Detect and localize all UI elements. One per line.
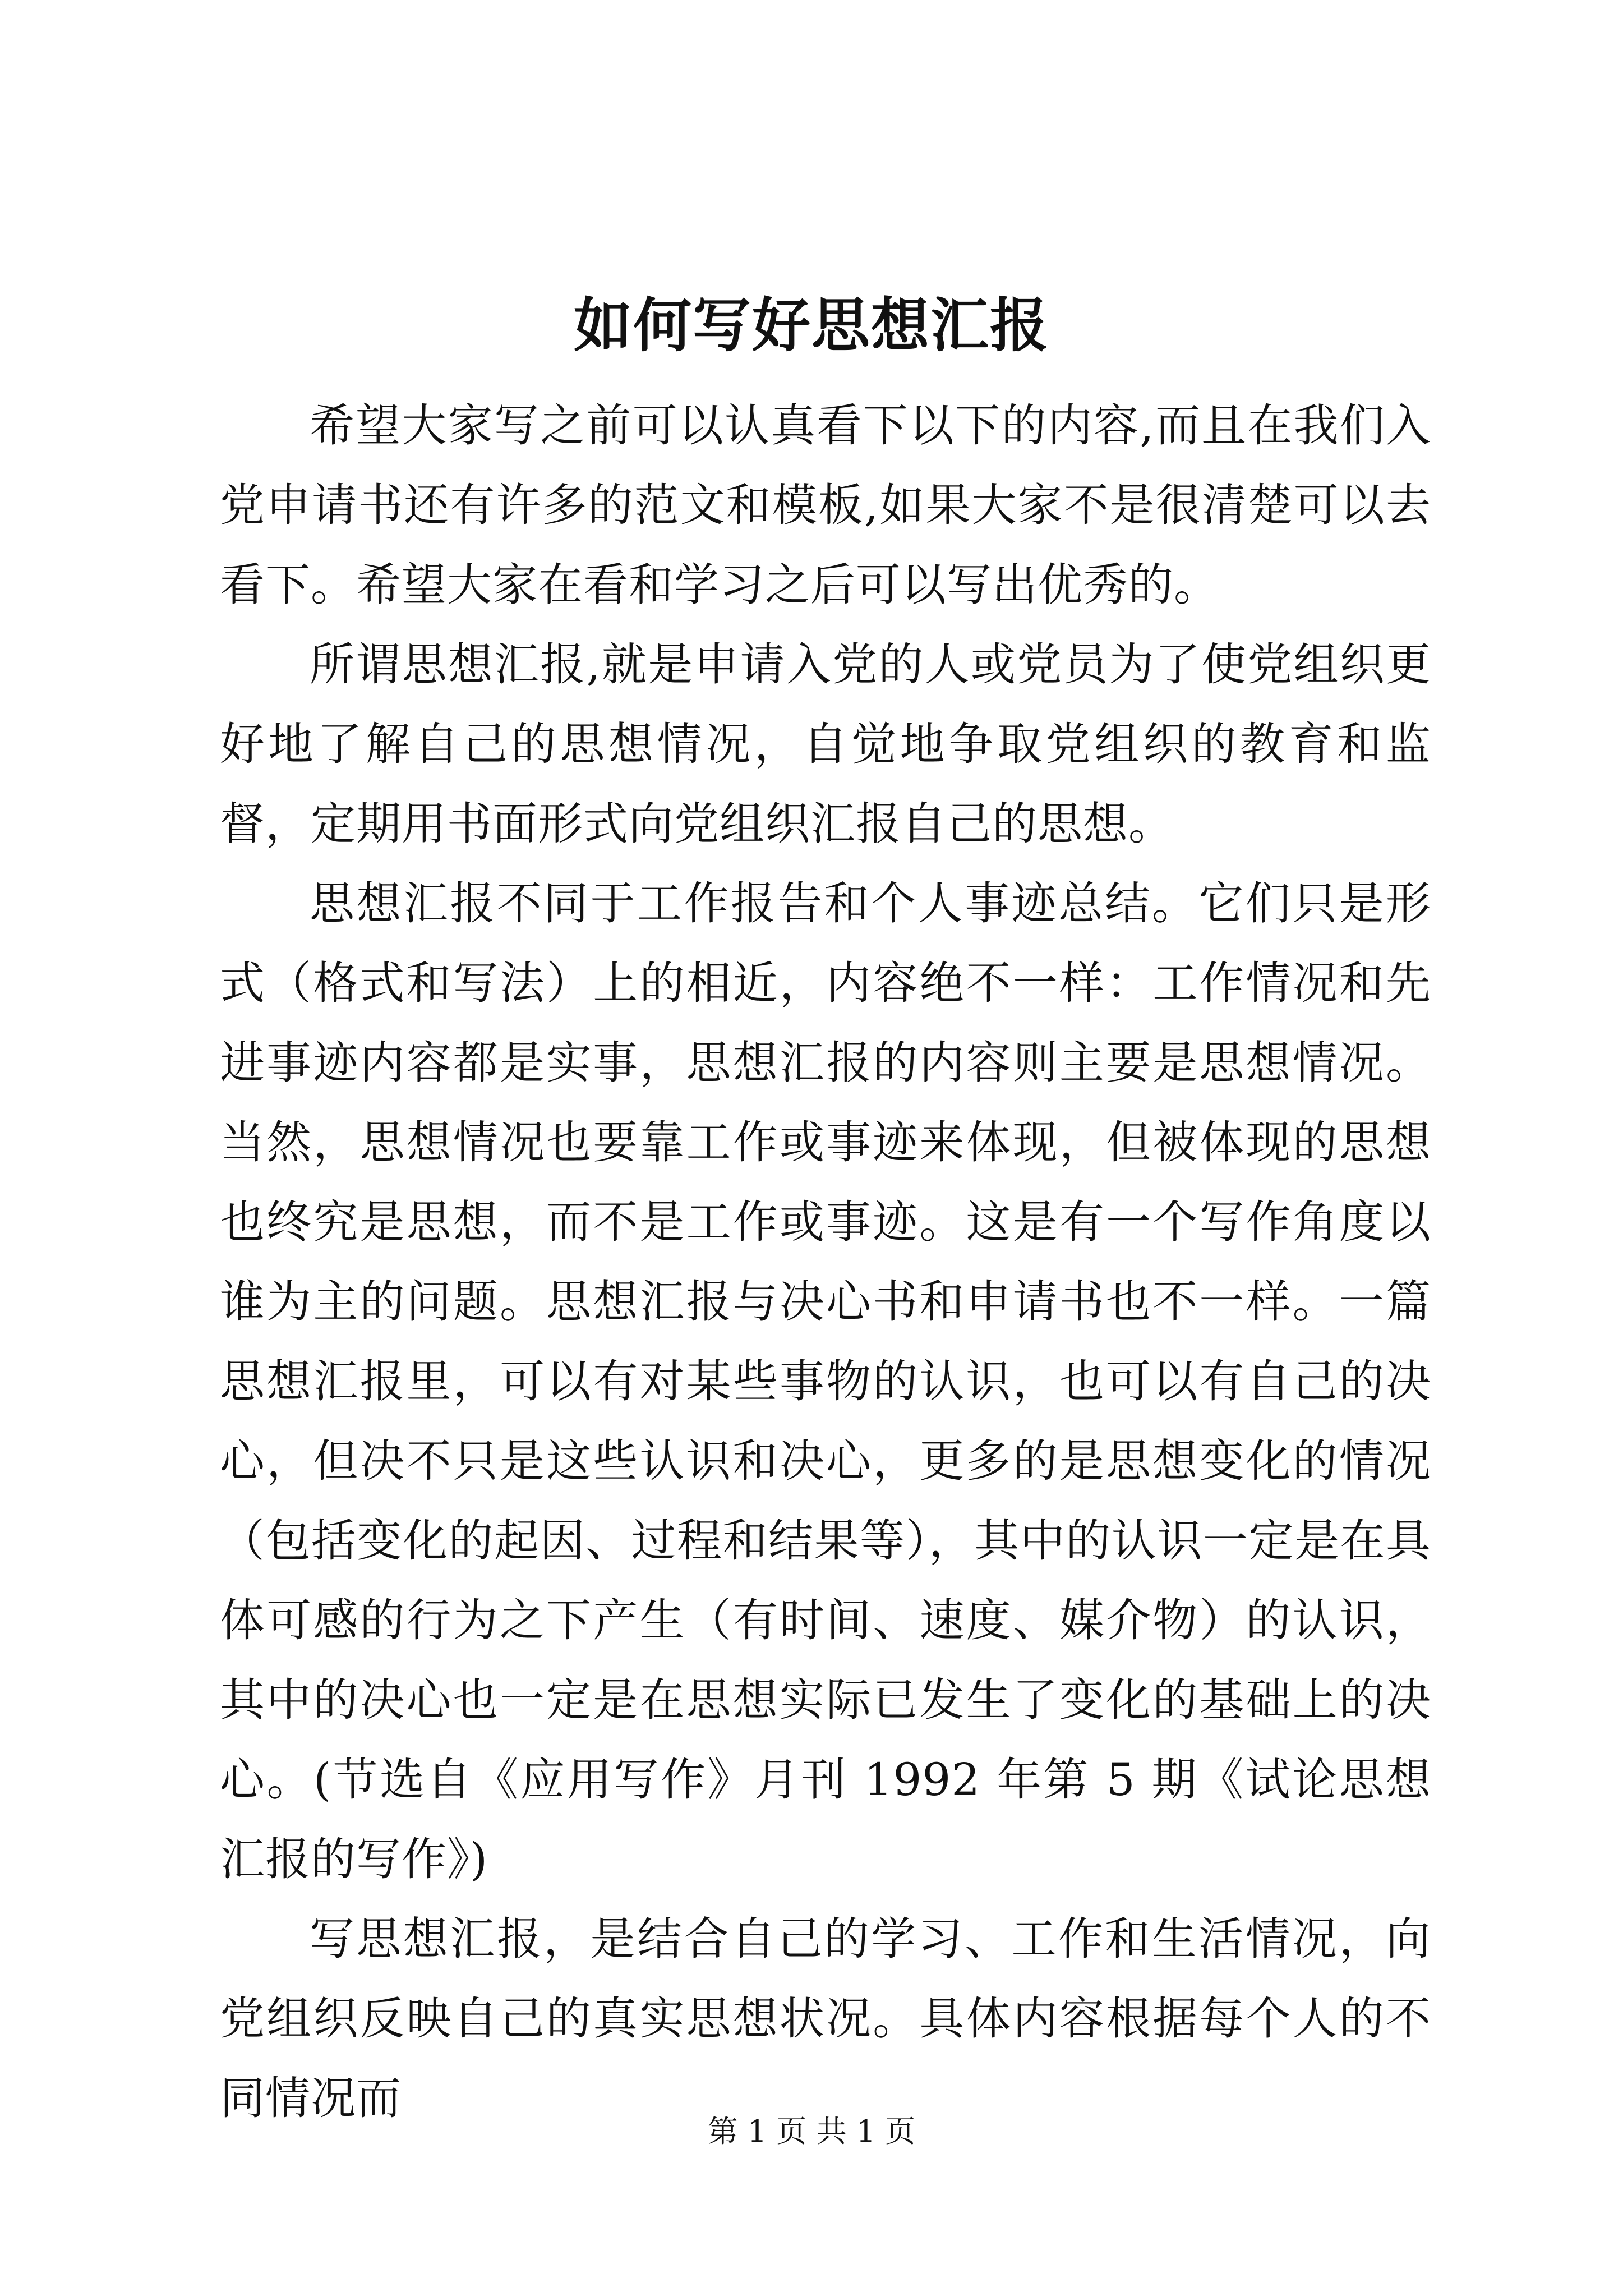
paragraph-2: 所谓思想汇报,就是申请入党的人或党员为了使党组织更好地了解自己的思想情况，自觉地争取党组织的教育和监督，定期用书面形式向党组织汇报自己的思想。 (220, 638, 1431, 850)
paragraph-1: 希望大家写之前可以认真看下以下的内容,而且在我们入党申请书还有许多的范文和模板,如果大家不是很清楚可以去看下。希望大家在看和学习之后可以写出优秀的。 (220, 399, 1431, 611)
document-body (220, 386, 1431, 2138)
paragraph-4: 写思想汇报，是结合自己的学习、工作和生活情况，向党组织反映自己的真实思想状况。具体内容根据每个人的不同情况而 (220, 1913, 1431, 2124)
document-title: 如何写好思想汇报 (573, 291, 1049, 360)
page-footer: 第 1 页 共 1 页 (707, 2114, 916, 2149)
paragraph-3: 思想汇报不同于工作报告和个人事迹总结。它们只是形式（格式和写法）上的相近，内容绝不一样：工作情况和先进事迹内容都是实事，思想汇报的内容则主要是思想情况。当然，思想情况也要靠工作或事迹来体现，但被体现的思想也终究是思想，而不是工作或事迹。这是有一个写作角度以谁为主的问题。思想汇报与决心书和申请书也不一样。一篇思想汇报里，可以有对某些事物的认识，也可以有自己的决心，但决不只是这些认识和决心，更多的是思想变化的情况（包括变化的起因、过程和结果等），其中的认识一定是在具体可感的行为之下产生（有时间、速度、媒介物）的认识，其中的决心也一定是在思想实际已发生了变化的基础上的决心。(节选自《应用写作》月刊 1992 年第 5 期《试论思想汇报的写作》) (220, 877, 1431, 1885)
